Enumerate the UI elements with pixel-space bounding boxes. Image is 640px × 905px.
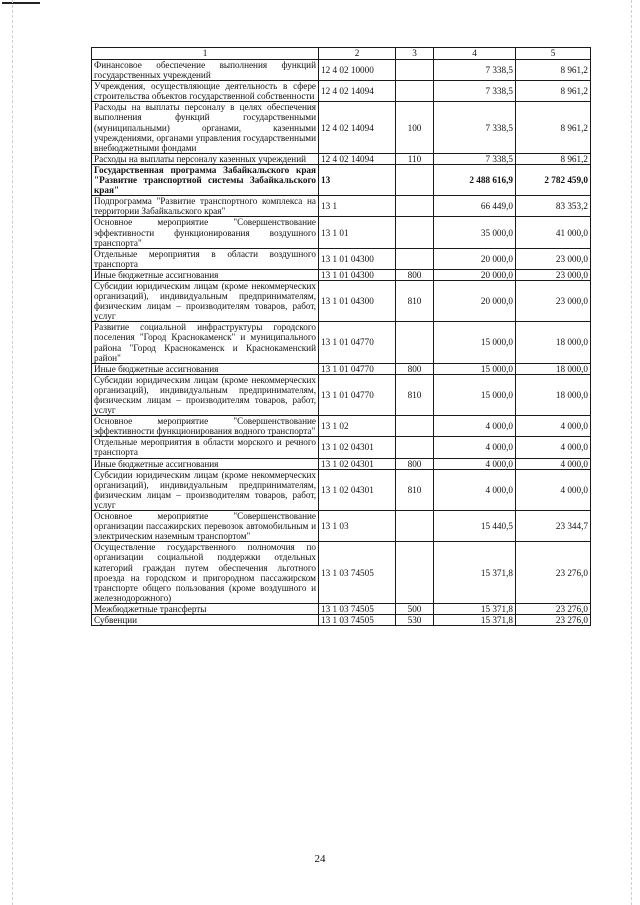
table-row [92, 437, 591, 458]
row-name: Подпрограмма "Развитие транспортного комплекса на территории Забайкальского края" [92, 196, 319, 217]
row-value-2018: 20 000,0 [434, 280, 516, 321]
row-value-2018: 7 338,5 [434, 60, 516, 81]
table-row [92, 363, 591, 374]
row-code: 13 1 01 04770 [319, 322, 396, 363]
row-value-2019: 2 782 459,0 [516, 164, 591, 195]
row-value-2018: 4 000,0 [434, 416, 516, 437]
table-row [92, 248, 591, 269]
header-col-4: 4 [434, 48, 516, 60]
row-value-2018: 15 000,0 [434, 374, 516, 415]
row-code: 12 4 02 10000 [319, 60, 396, 81]
row-value-2018: 4 000,0 [434, 437, 516, 458]
row-expense-type: 100 [396, 102, 434, 153]
table-row [92, 153, 591, 164]
row-value-2019: 41 000,0 [516, 217, 591, 248]
row-value-2018: 7 338,5 [434, 153, 516, 164]
row-name: Учреждения, осуществляющие деятельность в сфере строительства объектов государственной собственности [92, 81, 319, 102]
row-expense-type [396, 248, 434, 269]
row-value-2018: 4 000,0 [434, 458, 516, 469]
table-row [92, 511, 591, 542]
row-name: Субсидии юридическим лицам (кроме некоммерческих организаций), индивидуальным предпринимателям, физическим лицам – производителям товаров, работ, услуг [92, 280, 319, 321]
row-code: 13 1 02 [319, 416, 396, 437]
header-col-3: 3 [396, 48, 434, 60]
table-row [92, 458, 591, 469]
row-code: 13 1 01 04770 [319, 363, 396, 374]
row-name: Субвенции [92, 614, 319, 625]
row-value-2018: 4 000,0 [434, 469, 516, 510]
table-row [92, 217, 591, 248]
header-col-1: 1 [92, 48, 319, 60]
row-code: 13 1 03 74505 [319, 614, 396, 625]
row-expense-type: 110 [396, 153, 434, 164]
row-expense-type: 810 [396, 374, 434, 415]
row-name: Иные бюджетные ассигнования [92, 269, 319, 280]
row-expense-type [396, 437, 434, 458]
row-value-2019: 8 961,2 [516, 153, 591, 164]
row-name: Основное мероприятие "Совершенствование организации пассажирских перевозок автомобильным и электрическим наземным транспортом" [92, 511, 319, 542]
table-row [92, 269, 591, 280]
row-value-2018: 15 371,8 [434, 603, 516, 614]
scan-edge-right [631, 0, 632, 905]
row-code: 13 1 01 [319, 217, 396, 248]
row-name: Основное мероприятие "Совершенствование эффективности функционирования водного транспорта" [92, 416, 319, 437]
row-name: Межбюджетные трансферты [92, 603, 319, 614]
table-row [92, 374, 591, 415]
row-value-2019: 23 344,7 [516, 511, 591, 542]
table-row [92, 542, 591, 604]
row-expense-type [396, 81, 434, 102]
table-header-row [92, 48, 591, 60]
row-code: 13 1 01 04300 [319, 280, 396, 321]
row-value-2019: 4 000,0 [516, 469, 591, 510]
table-row [92, 614, 591, 625]
row-expense-type [396, 217, 434, 248]
row-value-2019: 8 961,2 [516, 60, 591, 81]
row-name: Финансовое обеспечение выполнения функций государственных учреждений [92, 60, 319, 81]
row-value-2018: 15 440,5 [434, 511, 516, 542]
row-expense-type [396, 60, 434, 81]
row-value-2018: 20 000,0 [434, 248, 516, 269]
row-value-2019: 8 961,2 [516, 102, 591, 153]
row-name: Основное мероприятие "Совершенствование эффективности функционирования воздушного транспорта" [92, 217, 319, 248]
row-expense-type [396, 196, 434, 217]
row-name: Субсидии юридическим лицам (кроме некоммерческих организаций), индивидуальным предпринимателям, физическим лицам – производителям товаров, работ, услуг [92, 469, 319, 510]
row-value-2019: 23 000,0 [516, 280, 591, 321]
row-name: Государственная программа Забайкальского края "Развитие транспортной системы Забайкальского края" [92, 164, 319, 195]
row-code: 13 1 02 04301 [319, 437, 396, 458]
table-row [92, 603, 591, 614]
row-name: Отдельные мероприятия в области воздушного транспорта [92, 248, 319, 269]
row-code: 13 1 01 04300 [319, 269, 396, 280]
row-name: Иные бюджетные ассигнования [92, 458, 319, 469]
row-expense-type [396, 542, 434, 604]
scan-mark [2, 2, 40, 4]
row-code: 13 1 [319, 196, 396, 217]
table-row [92, 60, 591, 81]
row-value-2018: 15 371,8 [434, 542, 516, 604]
row-name: Субсидии юридическим лицам (кроме некоммерческих организаций), индивидуальным предпринимателям, физическим лицам – производителям товаров, работ, услуг [92, 374, 319, 415]
row-expense-type: 800 [396, 458, 434, 469]
row-value-2019: 23 276,0 [516, 542, 591, 604]
row-expense-type [396, 416, 434, 437]
row-expense-type: 500 [396, 603, 434, 614]
row-expense-type: 810 [396, 280, 434, 321]
row-expense-type: 800 [396, 269, 434, 280]
row-name: Отдельные мероприятия в области морского и речного транспорта [92, 437, 319, 458]
row-code: 13 1 03 74505 [319, 603, 396, 614]
row-value-2019: 8 961,2 [516, 81, 591, 102]
row-code: 13 1 03 [319, 511, 396, 542]
row-value-2018: 15 000,0 [434, 363, 516, 374]
row-code: 13 1 02 04301 [319, 469, 396, 510]
row-value-2019: 23 276,0 [516, 603, 591, 614]
row-expense-type [396, 511, 434, 542]
row-name: Расходы на выплаты персоналу в целях обеспечения выполнения функций государственными (муниципальными) органами, казенными учреждениями, органами управления государственными внебюджетными фондами [92, 102, 319, 153]
table-body [92, 60, 591, 626]
row-code: 13 1 01 04300 [319, 248, 396, 269]
budget-table [91, 47, 591, 626]
row-value-2019: 83 353,2 [516, 196, 591, 217]
row-value-2019: 18 000,0 [516, 322, 591, 363]
row-value-2019: 23 000,0 [516, 269, 591, 280]
row-value-2019: 18 000,0 [516, 374, 591, 415]
header-col-5: 5 [516, 48, 591, 60]
row-expense-type [396, 322, 434, 363]
row-value-2019: 18 000,0 [516, 363, 591, 374]
row-code: 12 4 02 14094 [319, 102, 396, 153]
table-row [92, 81, 591, 102]
row-value-2018: 7 338,5 [434, 102, 516, 153]
row-value-2018: 15 371,8 [434, 614, 516, 625]
header-col-2: 2 [319, 48, 396, 60]
row-value-2019: 4 000,0 [516, 416, 591, 437]
row-expense-type [396, 164, 434, 195]
row-value-2018: 35 000,0 [434, 217, 516, 248]
row-code: 13 1 02 04301 [319, 458, 396, 469]
row-value-2018: 15 000,0 [434, 322, 516, 363]
row-code: 13 [319, 164, 396, 195]
row-value-2019: 23 276,0 [516, 614, 591, 625]
row-value-2018: 2 488 616,9 [434, 164, 516, 195]
table-row [92, 102, 591, 153]
table-row [92, 164, 591, 195]
scan-edge-left [12, 0, 13, 905]
row-code: 13 1 01 04770 [319, 374, 396, 415]
row-code: 12 4 02 14094 [319, 81, 396, 102]
row-name: Иные бюджетные ассигнования [92, 363, 319, 374]
row-name: Расходы на выплаты персоналу казенных учреждений [92, 153, 319, 164]
row-value-2018: 20 000,0 [434, 269, 516, 280]
row-name: Развитие социальной инфраструктуры городского поселения "Город Краснокаменск" и муниципального района "Город Краснокаменск и Краснокаменский район" [92, 322, 319, 363]
row-expense-type: 530 [396, 614, 434, 625]
row-value-2019: 4 000,0 [516, 437, 591, 458]
table-row [92, 469, 591, 510]
row-expense-type: 800 [396, 363, 434, 374]
page-number: 24 [314, 853, 326, 865]
table-row [92, 280, 591, 321]
row-value-2018: 7 338,5 [434, 81, 516, 102]
row-code: 12 4 02 14094 [319, 153, 396, 164]
table-row [92, 322, 591, 363]
row-expense-type: 810 [396, 469, 434, 510]
row-value-2018: 66 449,0 [434, 196, 516, 217]
row-code: 13 1 03 74505 [319, 542, 396, 604]
table-row [92, 416, 591, 437]
table-row [92, 196, 591, 217]
row-value-2019: 4 000,0 [516, 458, 591, 469]
row-name: Осуществление государственного полномочия по организации социальной поддержки отдельных категорий граждан путем обеспечения льготного проезда на городском и пригородном пассажирском транспорте общего пользования (кроме воздушного и железнодорожного) [92, 542, 319, 604]
row-value-2019: 23 000,0 [516, 248, 591, 269]
